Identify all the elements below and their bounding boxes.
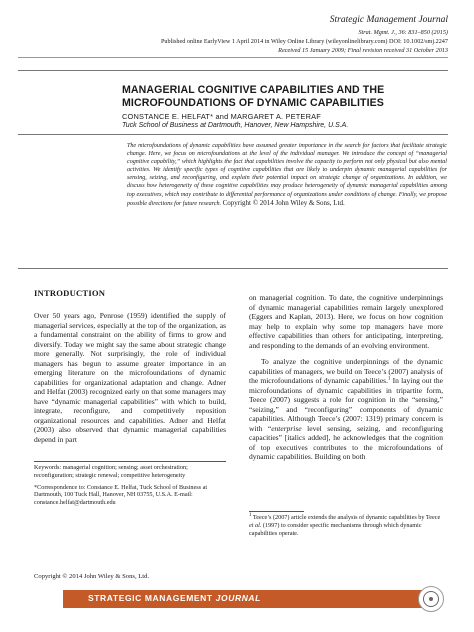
abstract-copyright: Copyright © 2014 John Wiley & Sons, Ltd. [222,198,345,207]
p2-part-a: To analyze the cognitive underpinnings of the dynamic capabilities of managers, we build on Teece’s (2007) analysis of the microfoundations of dynamic capabilities. [249,357,443,385]
received-text: Received 15 January 2009; Final revision received 31 October 2013 [278,47,448,54]
title-top-rule [18,70,448,71]
footnote-1-emphasis: et al. [249,521,262,529]
article-title [122,84,452,110]
sms-seal-icon [418,586,444,612]
footnote-1-part-a: Teece’s (2007) article extends the analysis of dynamic capabilities by Teece [251,514,441,521]
section-heading: INTRODUCTION [34,288,106,298]
footnote-1-mark: 1 [249,512,252,518]
published-line: Published online EarlyView 1 April 2014 in Wiley Online Library (wileyonlinelibrary.com) DOI: 10.1002/smj.2247 [160,38,448,45]
footnote-rule-left [34,461,226,462]
left-column [34,311,226,444]
abstract-top-rule [18,134,448,135]
intro-paragraph-continued: on managerial cognition. To date, the cognitive underpinnings of dynamic managerial capabilities remain largely unexplored (Eggers and Kaplan, 2013). Here, we focus on how cognition may help to explain why some top managers have more effective capabilities than others for anticipating, interpreting, and responding to the demands of an evolving environment. [249,293,443,350]
citation-text: Strat. Mgmt. J., 36: 831–850 (2015) [358,29,448,36]
banner-word-1: STRATEGIC MANAGEMENT [88,593,213,603]
authors: CONSTANCE E. HELFAT* and MARGARET A. PETERAF [122,112,321,121]
p2-emphasis: enterprise [271,423,302,433]
header-rule [18,57,448,58]
right-column [249,293,443,462]
citation-line [358,29,448,36]
intro-paragraph-1: Over 50 years ago, Penrose (1959) identified the supply of managerial services, especially at the top of the organization, as a fundamental constraint on the ability of firms to grow and diversify. Today we might say the same about strategic change more generally. Not surprisingly, the role of individual managers has begun to assume greater importance in an emerging literature on the microfoundations of dynamic capabilities for organizational adaptation and change. Adner and Helfat (2003) recognized early on that some managers may have “dynamic managerial capabilities” with which to build, integrate, reconfigure, and competitively reposition organizational resources and capabilities. Adner and Helfat (2003) also observed that dynamic managerial capabilities depend in part [34,311,226,444]
p2-part-b: In laying out the microfoundations of dynamic capabilities in tripartite form, Teece (2007) suggests a role for cognition in the “sensing,” “seizing,” and “reconfiguring” components of dynamic capabilities. Although Teece’s (2007: 1319) primary concern is with “ [249,376,443,433]
abstract-bottom-rule [18,268,448,269]
journal-title: Strategic Management Journal [329,15,448,25]
intro-paragraph-2 [249,357,443,462]
seal-center [429,597,433,601]
keywords: Keywords: managerial cognition; sensing; asset orchestration; reconfiguration; strategic renewal; competitive heterogeneity [34,464,188,479]
abstract [127,142,447,208]
footnote-1 [249,514,441,537]
footnote-1-part-b: (1997) to consider specific mechanisms through which dynamic capabilities operate. [249,521,422,537]
correspondence: *Correspondence to: Constance E. Helfat, Tuck School of Business at Dartmouth, 100 Tuck Hall, Hanover, NH 03755, U.S.A. E-mail: constance.helfat@dartmouth.edu [34,483,208,507]
footnote-ref-1[interactable]: 1 [387,376,391,382]
left-footnotes [34,464,226,511]
title-line-2: MICROFOUNDATIONS OF DYNAMIC CAPABILITIES [122,97,384,109]
abstract-text: The microfoundations of dynamic capabilities have assumed greater importance in the search for factors that facilitate strategic change. Here, we focus on microfoundations at the level of the individual manager. We introduce the concept of “managerial cognitive capability,” which highlights the fact that capabilities involve the capacity to perform not only physical but also mental activities. We identify specific types of cognitive capabilities that are likely to underpin dynamic managerial capabilities for sensing, seizing, and reconfiguring, and explain their potential impact on strategic change of organizations. In addition, we discuss how heterogeneity of these cognitive capabilities may produce heterogeneity of dynamic managerial capabilities among top executives, which may contribute to differential performance of organizations under conditions of change. Finally, we propose possible directions for future research. [127,143,447,207]
copyright-line: Copyright © 2014 John Wiley & Sons, Ltd. [34,573,150,580]
journal-banner-text [88,593,261,603]
banner-word-2: JOURNAL [215,593,261,603]
affiliation: Tuck School of Business at Dartmouth, Hanover, New Hampshire, U.S.A. [122,122,349,129]
received-line [278,47,448,54]
p2-part-c: level sensing, seizing, and reconfiguring capacities” [italics added], he acknowledges that the cognition of top executives contributes to the microfoundations of dynamic capabilities. Building on both [249,423,443,461]
footnote-rule-right [249,511,304,512]
title-line-1: MANAGERIAL COGNITIVE CAPABILITIES AND THE [122,84,385,96]
